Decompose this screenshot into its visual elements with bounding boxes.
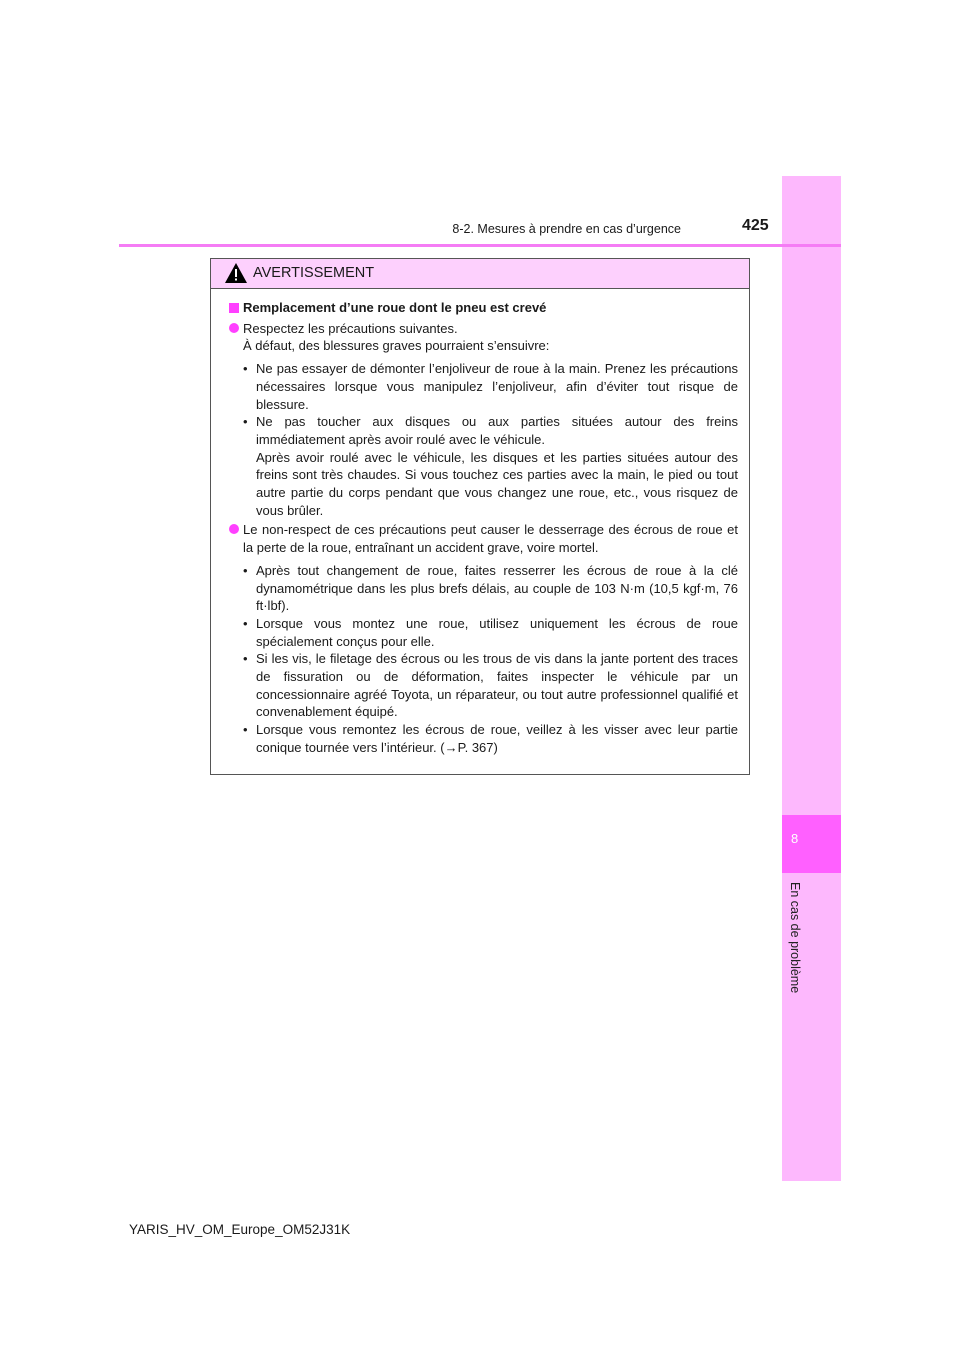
document-code: YARIS_HV_OM_Europe_OM52J31K: [129, 1222, 351, 1237]
sub-item-text: Après tout changement de roue, faites resserrer les écrous de roue à la clé dynamométrique dans les plus brefs délais, au couple de 103 N·m (10,5 kgf·m, 76 ft·lbf).: [256, 562, 738, 614]
dot-bullet: •: [243, 361, 248, 377]
warning-title: [229, 299, 738, 317]
dot-bullet: •: [243, 414, 248, 430]
chapter-title: En cas de problème: [788, 882, 802, 994]
sub-item-text: Lorsque vous remontez les écrous de roue, veillez à les visser avec leur partie conique tournée vers l’intérieur. (→P. 367): [256, 722, 738, 755]
chapter-sidebar: [782, 176, 841, 1181]
circle-bullet-icon: [229, 524, 239, 534]
warning-title-text: Remplacement d’une roue dont le pneu est crevé: [243, 300, 547, 315]
bullet-text: Respectez les précautions suivantes. À défaut, des blessures graves pourraient s’ensuivre:: [243, 320, 550, 354]
sub-item: [243, 615, 738, 650]
dot-bullet: •: [243, 562, 248, 578]
warning-bullet: [229, 521, 738, 556]
dot-bullet: •: [243, 615, 248, 631]
warning-icon: [225, 263, 247, 283]
sub-item-text: Ne pas toucher aux disques ou aux parties situées autour des freins immédiatement après avoir roulé avec le véhicule. Après avoir roulé avec le véhicule, les disques et les parties situées autour des freins sont très chaudes. Si vous touchez ces parties avec la main, le pied ou tout autre partie du corps pendant que vous changez une roue, etc., vous risquez de vous brûler.: [256, 414, 738, 518]
sub-list: [243, 562, 738, 757]
sub-item-text: Lorsque vous montez une roue, utilisez uniquement les écrous de roue spécialement conçus pour elle.: [256, 615, 738, 649]
header-divider: [119, 244, 841, 247]
warning-heading: AVERTISSEMENT: [253, 265, 375, 281]
sub-item-text: Ne pas essayer de démonter l’enjoliveur de roue à la main. Prenez les précautions nécessaires lorsque vous manipulez l’enjoliveur, afin d’éviter tout risque de blessure.: [256, 361, 738, 412]
sub-item: [243, 413, 738, 519]
warning-header: [211, 259, 749, 289]
warning-bullet: [229, 320, 738, 355]
chapter-tab: [782, 815, 841, 873]
circle-bullet-icon: [229, 323, 239, 333]
warning-content: [211, 289, 749, 757]
square-bullet-icon: [229, 303, 239, 313]
dot-bullet: •: [243, 722, 248, 738]
chapter-number: 8: [791, 831, 799, 846]
dot-bullet: •: [243, 651, 248, 667]
sub-item: [243, 360, 738, 413]
sub-item: [243, 562, 738, 615]
sub-list: [243, 360, 738, 519]
section-title: 8-2. Mesures à prendre en cas d’urgence: [452, 222, 681, 236]
sub-item-text: Si les vis, le filetage des écrous ou les trous de vis dans la jante portent des traces de fissuration ou de déformation, faites inspecter le véhicule par un concessionnaire agréé Toyota, un réparateur, ou tout autre professionnel qualifié et convenablement équipé.: [256, 651, 738, 720]
sub-item: [243, 721, 738, 756]
warning-box: [210, 258, 750, 775]
bullet-text: Le non-respect de ces précautions peut causer le desserrage des écrous de roue et la perte de la roue, entraînant un accident grave, voire mortel.: [243, 522, 738, 556]
page-number: 425: [742, 217, 769, 234]
sub-item: [243, 650, 738, 721]
